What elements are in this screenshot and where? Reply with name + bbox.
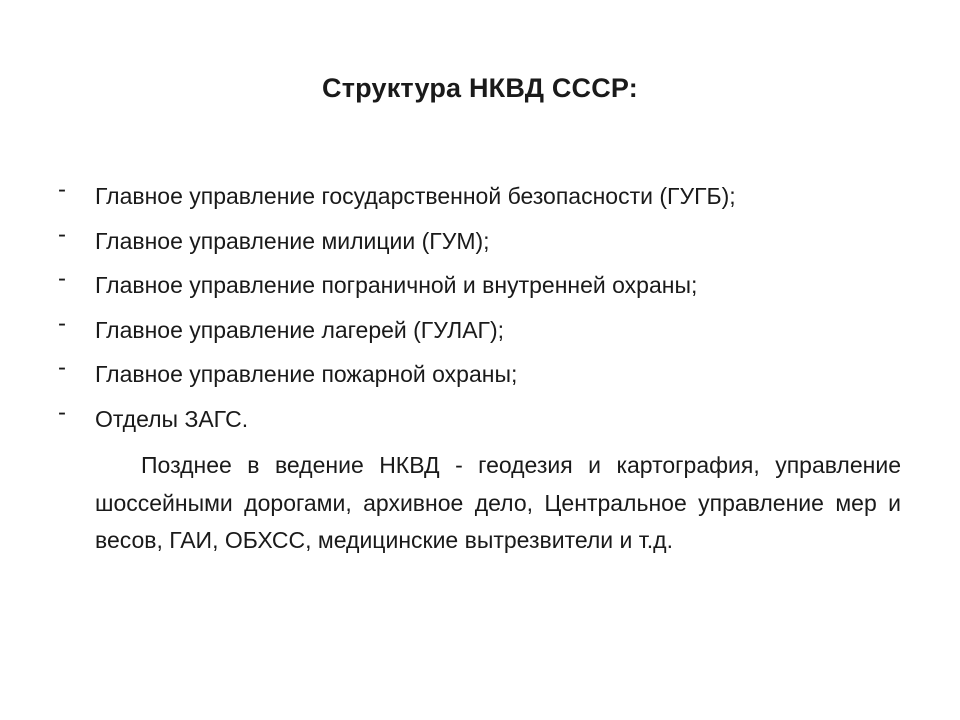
dash-bullet: -: [58, 354, 66, 381]
dash-bullet: -: [58, 176, 66, 203]
list-item-text: Главное управление милиции (ГУМ);: [95, 227, 490, 254]
dash-bullet: -: [58, 398, 66, 426]
list-item-text: Отделы ЗАГС.: [95, 405, 249, 432]
list-item-text: Главное управление лагерей (ГУЛАГ);: [95, 316, 505, 343]
dash-bullet: -: [58, 265, 66, 292]
dash-bullet: -: [58, 220, 66, 248]
list-item: [58, 267, 918, 312]
list-item-text: Главное управление государственной безопасности (ГУГБ);: [95, 183, 736, 209]
list-item: [58, 178, 918, 223]
list-item: [58, 398, 918, 446]
dash-bullet: -: [58, 309, 66, 337]
later-additions-paragraph: Позднее в ведение НКВД - геодезия и картография, управление шоссейными дорогами, архивное дело, Центральное управление мер и весов, ГАИ, ОБХСС, медицинские вытрезвители и т.д.: [95, 452, 901, 553]
list-item: [58, 356, 918, 401]
list-item: [58, 220, 918, 268]
list-item-text: Главное управление пограничной и внутренней охраны;: [95, 272, 698, 298]
structure-list: [58, 178, 918, 445]
list-item: [58, 309, 918, 357]
list-item-text: Главное управление пожарной охраны;: [95, 361, 518, 387]
slide-title: Структура НКВД СССР:: [322, 73, 638, 103]
